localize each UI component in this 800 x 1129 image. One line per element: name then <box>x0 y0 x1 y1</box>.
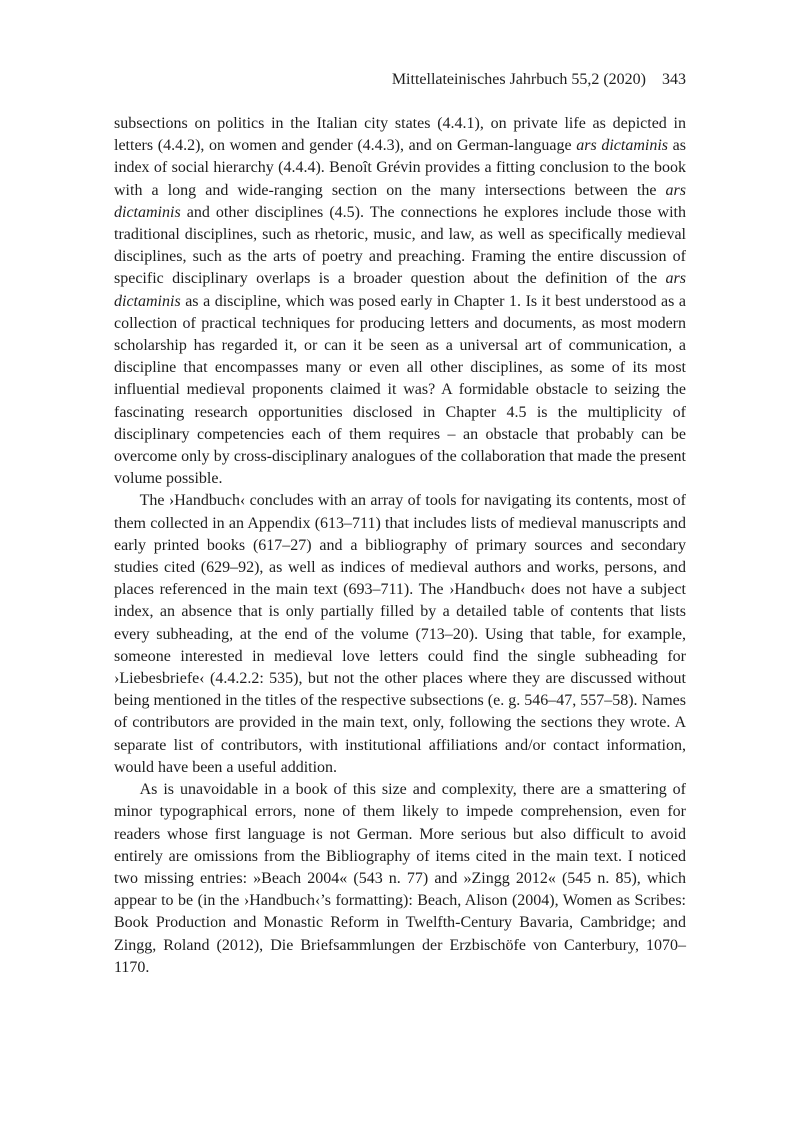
italic-run: ars dictaminis <box>114 270 686 310</box>
running-header <box>114 70 686 90</box>
text-run: as index of social hierarchy (4.4.4). Benoît Grévin provides a fitting conclusion to the book with a long and wide-ranging section on the many intersections between the <box>114 137 686 199</box>
text-run: as a discipline, which was posed early in Chapter 1. Is it best understood as a collection of practical techniques for producing letters and documents, as most modern scholarship has regarded it, or can it be seen as a universal art of communication, a discipline that encompasses many or even all other disciplines, as some of its most influential medieval proponents claimed it was? A formidable obstacle to seizing the fascinating research opportunities disclosed in Chapter 4.5 is the multiplicity of disciplinary competencies each of them requires – an obstacle that probably can be overcome only by cross-disciplinary analogues of the collaboration that made the present volume possible. <box>114 292 686 488</box>
paragraph <box>114 113 686 490</box>
review-body <box>114 113 686 979</box>
italic-run: ars dictaminis <box>576 137 669 155</box>
journal-title: Mittellateinisches Jahrbuch 55,2 (2020) <box>391 71 646 88</box>
paragraph <box>114 779 686 979</box>
italic-run: ars dictaminis <box>114 181 686 221</box>
text-run: The ›Handbuch‹ concludes with an array of tools for navigating its contents, most of them collected in an Appendix (613–711) that includes lists of medieval manuscripts and early printed books (617–27) and a bibliography of primary sources and secondary studies cited (629–92), as well as indices of medieval authors and works, persons, and places referenced in the main text (693–711). The ›Handbuch‹ does not have a subject index, an absence that is only partially filled by a detailed table of contents that lists every subheading, at the end of the volume (713–20). Using that table, for example, someone interested in medieval love letters could find the single subheading for ›Liebesbriefe‹ (4.4.2.2: 535), but not the other places where they are discussed without being mentioned in the titles of the respective subsections (e. g. 546–47, 557–58). Names of contributors are provided in the main text, only, following the sections they wrote. A separate list of contributors, with institutional affiliations and/or contact information, would have been a useful addition. <box>114 492 686 776</box>
page-number: 343 <box>662 71 686 88</box>
text-run: subsections on politics in the Italian city states (4.4.1), on private life as depicted in letters (4.4.2), on women and gender (4.4.3), and on German-language <box>114 115 686 155</box>
text-run: and other disciplines (4.5). The connections he explores include those with traditional disciplines, such as rhetoric, music, and law, as well as specifically medieval disciplines, such as the arts of poetry and preaching. Framing the entire discussion of specific disciplinary overlaps is a broader question about the definition of the <box>114 203 686 288</box>
text-run: As is unavoidable in a book of this size and complexity, there are a smattering of minor typographical errors, none of them likely to impede comprehension, even for readers whose first language is not German. More serious but also difficult to avoid entirely are omissions from the Bibliography of items cited in the main text. I noticed two missing entries: »Beach 2004« (543 n. 77) and »Zingg 2012« (545 n. 85), which appear to be (in the ›Handbuch‹’s formatting): Beach, Alison (2004), Women as Scribes: Book Production and Monastic Reform in Twelfth-Century Bavaria, Cambridge; and Zingg, Roland (2012), Die Briefsammlungen der Erzbischöfe von Canterbury, 1070–1170. <box>114 781 686 976</box>
paragraph <box>114 490 686 779</box>
